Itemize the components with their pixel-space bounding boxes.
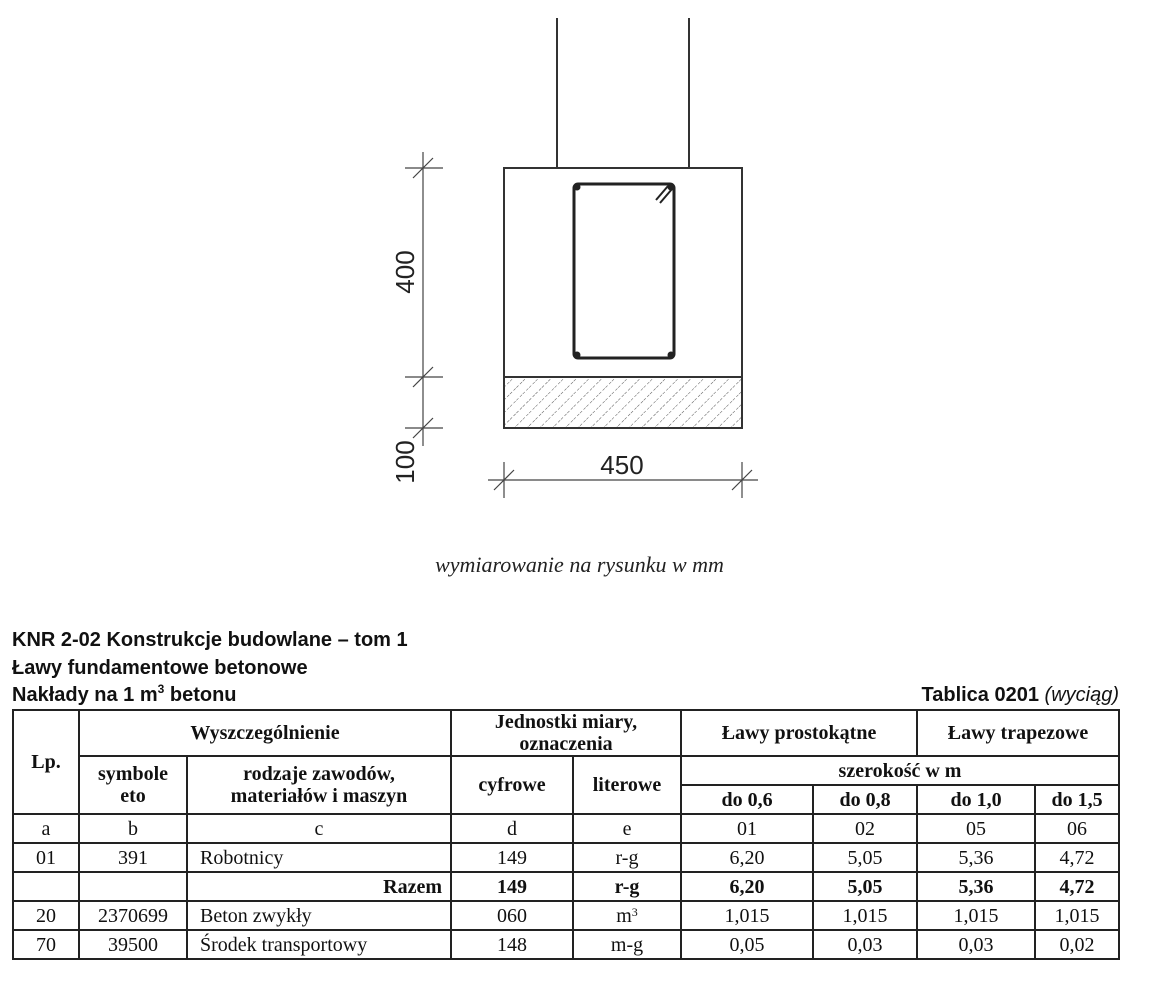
cell-symbol: b xyxy=(79,814,187,843)
rebar-stirrup xyxy=(574,184,674,358)
norm-unit-sup: 3 xyxy=(157,682,165,696)
header-wyszczegolnienie: Wyszczególnienie xyxy=(79,710,451,756)
cell-lp xyxy=(13,872,79,901)
cell-value: 6,20 xyxy=(681,872,813,901)
cell-value: 1,015 xyxy=(1035,901,1119,930)
cell-lp: a xyxy=(13,814,79,843)
header-literowe: literowe xyxy=(573,756,681,814)
norm-unit-prefix: Nakłady na 1 m xyxy=(12,684,158,706)
cell-lp: 20 xyxy=(13,901,79,930)
header-lp: Lp. xyxy=(13,710,79,814)
header-width-col: do 0,6 xyxy=(681,785,813,814)
dim-label-100: 100 xyxy=(390,440,420,484)
stirrup-hook xyxy=(656,186,668,200)
header-rodzaje: rodzaje zawodów, materiałów i maszyn xyxy=(187,756,451,814)
table-reference xyxy=(922,683,1120,707)
norm-table xyxy=(12,709,1120,960)
stirrup-hook xyxy=(660,189,672,203)
unit-sup: 3 xyxy=(631,904,638,919)
cell-value: 06 xyxy=(1035,814,1119,843)
cell-name: Robotnicy xyxy=(187,843,451,872)
header-width-col: do 0,8 xyxy=(813,785,917,814)
cell-value: 6,20 xyxy=(681,843,813,872)
cell-value: 1,015 xyxy=(917,901,1035,930)
cell-name: Razem xyxy=(187,872,451,901)
cell-lp: 01 xyxy=(13,843,79,872)
norm-unit-suffix: betonu xyxy=(164,684,237,706)
cell-value: 5,05 xyxy=(813,872,917,901)
cell-value: 02 xyxy=(813,814,917,843)
header-symbole: symbole eto xyxy=(79,756,187,814)
cell-literowe: r-g xyxy=(573,843,681,872)
cell-value: 01 xyxy=(681,814,813,843)
header-szerokosc: szerokość w m xyxy=(681,756,1119,785)
cell-symbol xyxy=(79,872,187,901)
catalog-title: KNR 2-02 Konstrukcje budowlane – tom 1 xyxy=(12,629,408,651)
table-row xyxy=(13,901,1119,930)
cell-cyfrowe: 149 xyxy=(451,843,573,872)
cell-value: 0,05 xyxy=(681,930,813,959)
dim-label-450: 450 xyxy=(600,450,644,480)
table-row xyxy=(13,930,1119,959)
cell-symbol: 2370699 xyxy=(79,901,187,930)
rebar-bar xyxy=(574,184,581,191)
table-number: Tablica 0201 xyxy=(921,684,1039,706)
header-lawy-prostokatne: Ławy prostokątne xyxy=(681,710,917,756)
header-cyfrowe: cyfrowe xyxy=(451,756,573,814)
table-row xyxy=(13,843,1119,872)
norm-unit-title xyxy=(12,683,237,707)
cell-literowe: m-g xyxy=(573,930,681,959)
cell-value: 05 xyxy=(917,814,1035,843)
cell-value: 4,72 xyxy=(1035,872,1119,901)
header-jednostki: Jednostki miary, oznaczenia xyxy=(451,710,681,756)
cell-symbol: 39500 xyxy=(79,930,187,959)
cell-value: 0,02 xyxy=(1035,930,1119,959)
cell-lp: 70 xyxy=(13,930,79,959)
header-lawy-trapezowe: Ławy trapezowe xyxy=(917,710,1119,756)
dim-label-400: 400 xyxy=(390,250,420,294)
table-row xyxy=(13,814,1119,843)
cell-value: 1,015 xyxy=(813,901,917,930)
header-width-col: do 1,5 xyxy=(1035,785,1119,814)
cell-literowe: r-g xyxy=(573,872,681,901)
rebar-bar xyxy=(574,352,581,359)
unit-text: m xyxy=(616,904,632,927)
section-title: Ławy fundamentowe betonowe xyxy=(12,657,308,679)
cell-literowe xyxy=(573,901,681,930)
cell-name: c xyxy=(187,814,451,843)
lean-concrete-layer xyxy=(505,377,741,427)
cell-value: 5,05 xyxy=(813,843,917,872)
cell-name: Beton zwykły xyxy=(187,901,451,930)
cell-name: Środek transportowy xyxy=(187,930,451,959)
cell-literowe: e xyxy=(573,814,681,843)
header-width-col: do 1,0 xyxy=(917,785,1035,814)
cell-cyfrowe: 149 xyxy=(451,872,573,901)
cell-value: 5,36 xyxy=(917,843,1035,872)
cell-value: 0,03 xyxy=(813,930,917,959)
cell-value: 1,015 xyxy=(681,901,813,930)
drawing-caption: wymiarowanie na rysunku w mm xyxy=(435,552,724,577)
cell-symbol: 391 xyxy=(79,843,187,872)
cell-value: 4,72 xyxy=(1035,843,1119,872)
cell-value: 0,03 xyxy=(917,930,1035,959)
cell-cyfrowe: 060 xyxy=(451,901,573,930)
rebar-bar xyxy=(668,352,675,359)
table-row-total xyxy=(13,872,1119,901)
cell-cyfrowe: d xyxy=(451,814,573,843)
table-note: (wyciąg) xyxy=(1044,684,1119,706)
cell-cyfrowe: 148 xyxy=(451,930,573,959)
cell-value: 5,36 xyxy=(917,872,1035,901)
